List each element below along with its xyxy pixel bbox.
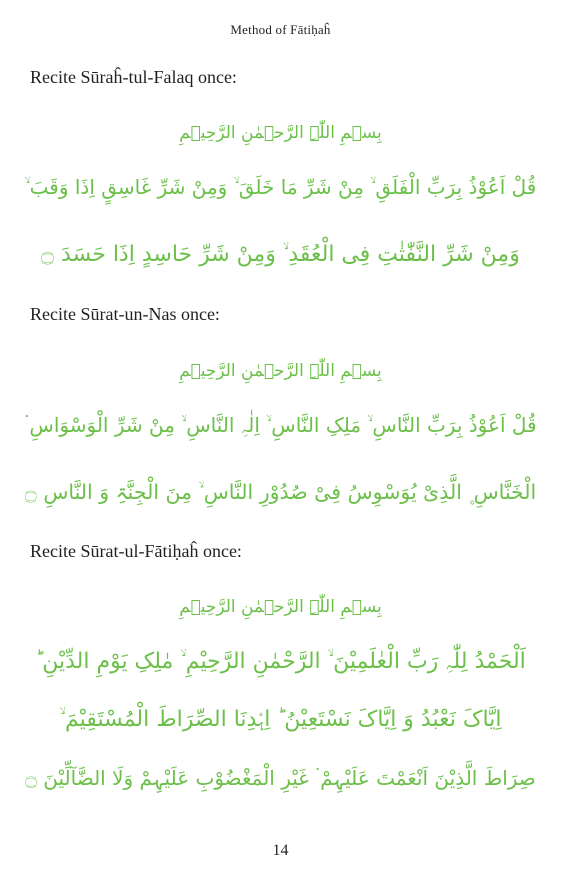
section-nas-verse-line: الْخَنَّاسِ ۪ الَّذِیْ یُوَسْوِسُ فِیْ صُدُوْرِ النَّاسِ ۙ مِنَ الْجِنَّۃِ وَ النَّاسِ ۝ bbox=[24, 480, 537, 504]
section-nas-verse-line: قُلْ اَعُوْذُ بِرَبِّ النَّاسِ ۙ مَلِکِ النَّاسِ ۙ اِلٰہِ النَّاسِ ۙ مِنْ شَرِّ الْوَسْوَاسِ ۬ bbox=[24, 413, 537, 437]
section-fatihah-basmala: بِسۡمِ اللّٰہِ الرَّحۡمٰنِ الرَّحِیۡمِ bbox=[179, 597, 382, 617]
section-falaq-verse-line: وَمِنْ شَرِّ النَّفّٰثٰتِ فِی الْعُقَدِ ۙ وَمِنْ شَرِّ حَاسِدٍ اِذَا حَسَدَ ۝ bbox=[41, 242, 520, 267]
section-falaq-verse-line: قُلْ اَعُوْذُ بِرَبِّ الْفَلَقِ ۙ مِنْ شَرِّ مَا خَلَقَ ۙ وَمِنْ شَرِّ غَاسِقٍ اِذَا وَقَبَ ۙ bbox=[24, 175, 537, 199]
page-number: 14 bbox=[272, 842, 289, 859]
section-fatihah-verse-line: صِرَاطَ الَّذِیْنَ اَنْعَمْتَ عَلَیْہِمْ ۬ غَیْرِ الْمَغْضُوْبِ عَلَیْہِمْ وَلَا الضَّآلِّیْنَ ۝ bbox=[25, 766, 536, 790]
section-nas-heading: Recite Sūrat-un-Nas once: bbox=[30, 304, 220, 324]
section-nas-basmala: بِسۡمِ اللّٰہِ الرَّحۡمٰنِ الرَّحِیۡمِ bbox=[179, 361, 382, 381]
section-fatihah-heading: Recite Sūrat-ul-Fātiḥaĥ once: bbox=[30, 541, 242, 561]
section-fatihah-verse-line: اَلْحَمْدُ لِلّٰہِ رَبِّ الْعٰلَمِیْنَ ۙ الرَّحْمٰنِ الرَّحِیْمِ ۙ مٰلِکِ یَوْمِ الدِّیْنِ ؕ bbox=[35, 649, 526, 674]
section-fatihah-verse-line: اِیَّاکَ نَعْبُدُ وَ اِیَّاکَ نَسْتَعِیْنُ ؕ اِہْدِنَا الصِّرَاطَ الْمُسْتَقِیْمَ ۙ bbox=[59, 707, 502, 732]
section-falaq-heading: Recite Sūraĥ-tul-Falaq once: bbox=[30, 67, 237, 87]
section-falaq-basmala: بِسۡمِ اللّٰہِ الرَّحۡمٰنِ الرَّحِیۡمِ bbox=[179, 123, 382, 143]
running-head: Method of Fātiḥaĥ bbox=[230, 22, 331, 37]
